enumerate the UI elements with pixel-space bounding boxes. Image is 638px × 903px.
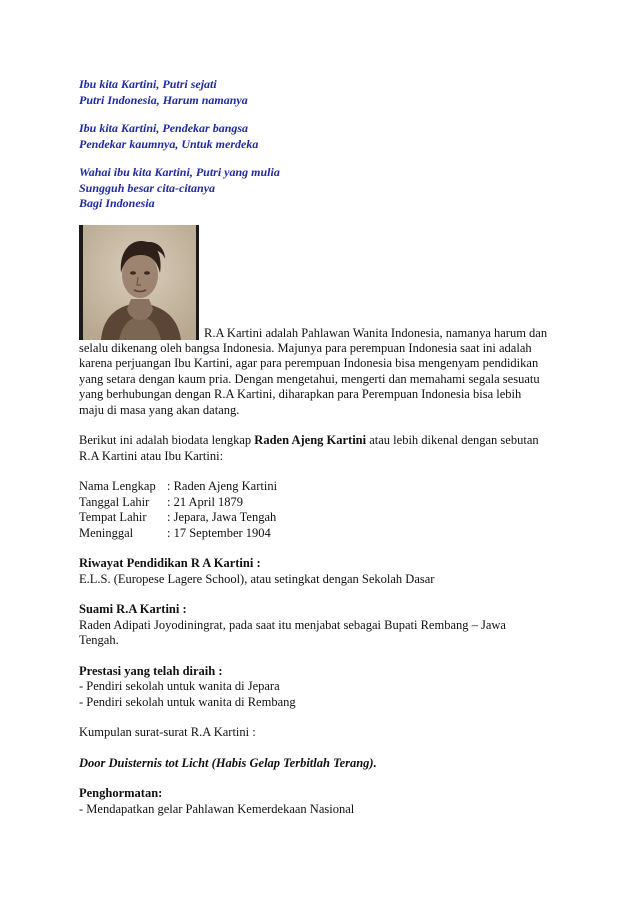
biodata-value: : 21 April 1879 [167,494,244,509]
poem-stanza-1 [79,77,564,108]
husband-section [79,602,564,649]
biodata-intro-after: atau lebih dikenal dengan sebutan [366,433,539,447]
poem-line: Wahai ibu kita Kartini, Putri yang mulia [79,165,280,179]
portrait-photo [79,225,199,340]
letters-section [79,725,564,771]
intro-line: maju di masa yang akan datang. [79,402,240,417]
biodata-label: Tanggal Lahir [79,494,150,509]
poem-line: Ibu kita Kartini, Putri sejati [79,77,217,91]
achievements-section [79,664,564,711]
honor-item: - Mendapatkan gelar Pahlawan Kemerdekaan Nasional [79,801,355,816]
poem-stanza-2 [79,121,564,152]
husband-text-2: Tengah. [79,633,119,647]
biodata-row [79,510,564,526]
poem [79,77,564,212]
poem-line: Putri Indonesia, Harum namanya [79,92,248,107]
biodata-value: : 17 September 1904 [167,525,271,540]
education-text: E.L.S. (Europese Lagere School), atau setingkat dengan Sekolah Dasar [79,571,435,586]
intro-paragraph [79,341,564,419]
biodata-value: : Raden Ajeng Kartini [167,479,278,493]
biodata-list [79,479,564,541]
biodata-intro-line-2: R.A Kartini atau Ibu Kartini: [79,448,224,463]
poem-line: Sungguh besar cita-citanya [79,180,216,195]
intro-line: karena perjuangan Ibu Kartini, agar para perempuan Indonesia bisa mengenyam pendidikan [79,356,539,370]
poem-stanza-3 [79,165,564,212]
biodata-intro-before: Berikut ini adalah biodata lengkap [79,433,255,447]
document-content [79,77,564,817]
poem-line: Pendekar kaumnya, Untuk merdeka [79,136,259,151]
achievement-item: - Pendiri sekolah untuk wanita di Rembang [79,694,296,709]
intro-line: yang setara dengan kaum pria. Dengan mengetahui, mengerti dan memahami segala sesuatu [79,371,540,386]
poem-line: Bagi Indonesia [79,196,155,210]
letters-title: Door Duisternis tot Licht (Habis Gelap Terbitlah Terang). [79,755,377,770]
education-heading: Riwayat Pendidikan R A Kartini : [79,556,261,570]
achievements-heading: Prestasi yang telah diraih : [79,663,223,678]
intro-line: selalu dikenang oleh bangsa Indonesia. Majunya para perempuan Indonesia saat ini adalah [79,340,532,355]
photo-row [79,225,564,340]
intro-line: yang berhubungan dengan R.A Kartini, diharapkan para Perempuan Indonesia bisa lebih [79,387,522,401]
husband-text: Raden Adipati Joyodiningrat, pada saat itu menjabat sebagai Bupati Rembang – Jawa [79,617,506,632]
honors-section [79,786,564,817]
biodata-label: Nama Lengkap [79,479,156,493]
intro-line: R.A Kartini adalah Pahlawan Wanita Indonesia, namanya harum dan [204,325,548,340]
biodata-intro-line [79,433,564,449]
biodata-intro [79,433,564,464]
biodata-label: Tempat Lahir [79,510,147,524]
biodata-row [79,526,564,542]
husband-heading: Suami R.A Kartini : [79,602,187,616]
letters-label: Kumpulan surat-surat R.A Kartini : [79,725,256,739]
biodata-row [79,479,564,495]
biodata-label: Meninggal [79,525,134,540]
poem-line: Ibu kita Kartini, Pendekar bangsa [79,121,249,135]
biodata-row [79,495,564,511]
achievement-item: - Pendiri sekolah untuk wanita di Jepara [79,679,280,693]
portrait-photo-image [83,225,196,340]
education-section [79,556,564,587]
biodata-intro-name: Raden Ajeng Kartini [254,433,367,447]
biodata-value: : Jepara, Jawa Tengah [167,510,277,524]
honors-heading: Penghormatan: [79,786,163,800]
photo-border-right [196,225,199,340]
